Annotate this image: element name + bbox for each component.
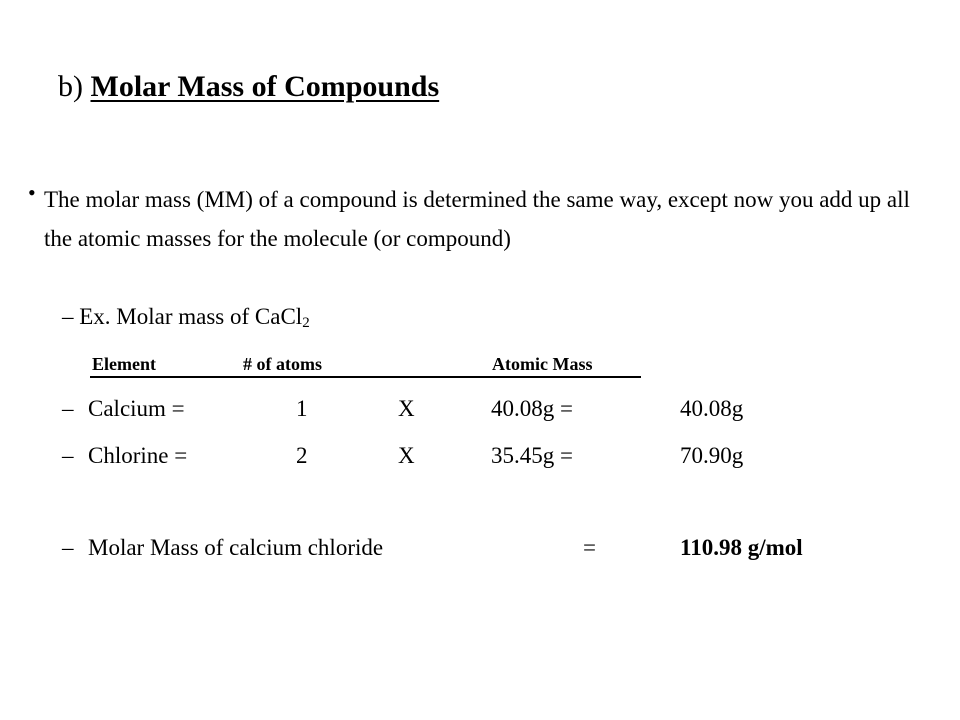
row-dash: – — [62, 443, 74, 468]
title-prefix: b) — [58, 70, 83, 103]
total-value: 110.98 g/mol — [680, 535, 803, 560]
dash-marker: – — [62, 304, 74, 329]
example-line — [62, 304, 310, 332]
header-underline — [90, 376, 641, 378]
row-operator: X — [398, 443, 415, 468]
total-dash: – — [62, 535, 74, 560]
row-atomic-mass: 40.08g = — [491, 396, 573, 421]
example-subscript: 2 — [302, 315, 310, 331]
row-count: 1 — [296, 396, 308, 421]
total-equals: = — [583, 535, 596, 560]
row-result: 70.90g — [680, 443, 744, 468]
example-text: Ex. Molar mass of CaCl — [79, 304, 303, 329]
row-result: 40.08g — [680, 396, 744, 421]
slide-title — [58, 70, 439, 104]
row-element: Chlorine = — [88, 443, 188, 468]
row-operator: X — [398, 396, 415, 421]
row-count: 2 — [296, 443, 308, 468]
header-element: Element — [92, 354, 156, 374]
bullet-marker: • — [28, 180, 36, 205]
title-text: Molar Mass of Compounds — [90, 70, 440, 103]
row-element: Calcium = — [88, 396, 185, 421]
intro-paragraph: The molar mass (MM) of a compound is determined the same way, except now you add up all the atomic masses for the molecule (or compound) — [44, 187, 910, 251]
total-label: Molar Mass of calcium chloride — [88, 535, 384, 560]
header-atoms: # of atoms — [243, 354, 322, 374]
row-atomic-mass: 35.45g = — [491, 443, 573, 468]
row-dash: – — [62, 396, 74, 421]
header-mass: Atomic Mass — [492, 354, 593, 374]
